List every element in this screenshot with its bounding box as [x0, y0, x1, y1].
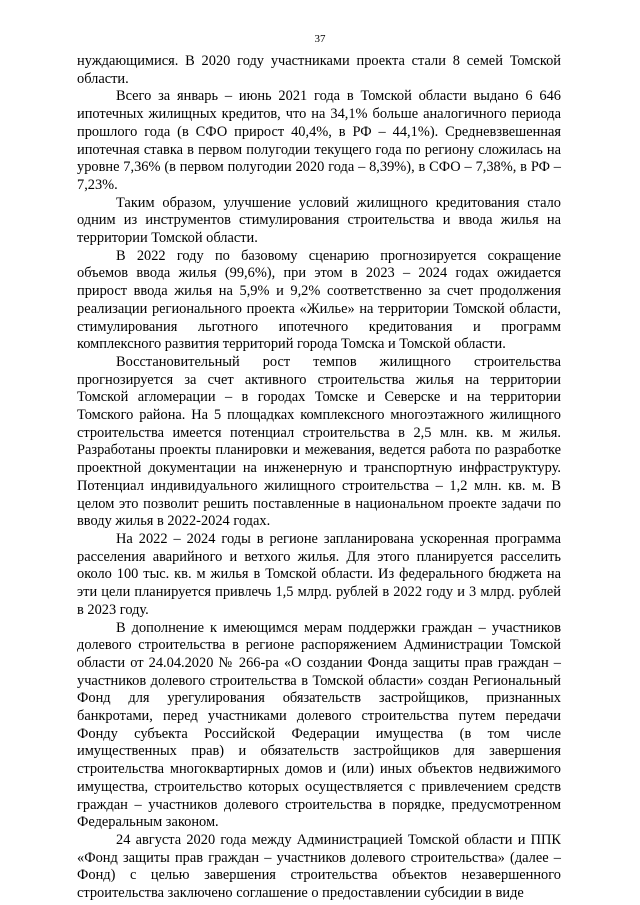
paragraph-forecast-2022: В 2022 году по базовому сценарию прогнозируется сокращение объемов ввода жилья (99,6%), при этом в 2023 – 2024 годах ожидается прирост ввода жилья на 5,9% и 9,2% соответственно за счет продолжения реализации регионального проекта «Жилье» на территории Томской области, стимулирования льготного ипотечного кредитования и программ комплексного развития территорий города Томска и Томской области. [77, 247, 561, 353]
paragraph-shareholder-fund: В дополнение к имеющимся мерам поддержки граждан – участников долевого строительства в регионе распоряжением Администрации Томской области от 24.04.2020 № 266-ра «О создании Фонда защиты прав граждан – участников долевого строительства в Томской области» создан Региональный Фонд для урегулирования обязательств застройщиков, признанных банкротами, перед участниками долевого строительства путем передачи Фонду субъекта Российской Федерации имущества (в том числе имущественных прав) и обязательств застройщиков для завершения строительства многоквартирных домов и (или) иных объектов недвижимого имущества, строительство которых осуществляется с привлечением средств граждан – участников долевого строительства в порядке, предусмотренном Федеральным законом. [77, 619, 561, 831]
body-text [77, 53, 561, 903]
page-number: 37 [314, 33, 326, 45]
paragraph-continuation: нуждающимися. В 2020 году участниками проекта стали 8 семей Томской области. [77, 53, 561, 87]
paragraph-mortgage-loans: Всего за январь – июнь 2021 года в Томской области выдано 6 646 ипотечных жилищных кредитов, что на 34,1% больше аналогичного периода прошлого года (в СФО прирост 40,4%, в РФ – 44,1%). Средневзвешенная ипотечная ставка в первом полугодии текущего года по региону сложилась на уровне 7,36% (в первом полугодии 2020 года – 8,39%), в СФО – 7,38%, в РФ – 7,23%. [77, 88, 561, 193]
paragraph-resettlement-program: На 2022 – 2024 годы в регионе запланирована ускоренная программа расселения аварийного и ветхого жилья. Для этого планируется расселить около 100 тыс. кв. м жилья в Томской области. Из федерального бюджета на эти цели планируется привлечь 1,5 млрд. рублей в 2022 году и 3 млрд. рублей в 2023 году. [77, 530, 561, 618]
paragraph-credit-conditions: Таким образом, улучшение условий жилищного кредитования стало одним из инструментов стимулирования строительства и ввода жилья на территории Томской области. [77, 194, 561, 247]
paragraph-fund-agreement: 24 августа 2020 года между Администрацией Томской области и ППК «Фонд защиты прав граждан – участников долевого строительства» (далее – Фонд) с целью завершения строительства объектов незавершенного строительства заключено соглашение о предоставлении субсидии в виде [77, 831, 561, 902]
paragraph-recovery-growth: Восстановительный рост темпов жилищного строительства прогнозируется за счет активного строительства жилья на территории Томской агломерации – в городах Томске и Северске и на территории Томского района. На 5 площадках комплексного многоэтажного жилищного строительства имеется потенциал строительства в 2,5 млн. кв. м жилья. Разработаны проекты планировки и межевания, ведется работа по разработке проектной документации на инженерную и транспортную инфраструктуру. Потенциал индивидуального жилищного строительства – 1,2 млн. кв. м. В целом это позволит решить поставленные в национальном проекте задачи по вводу жилья в 2022-2024 годах. [77, 353, 561, 530]
